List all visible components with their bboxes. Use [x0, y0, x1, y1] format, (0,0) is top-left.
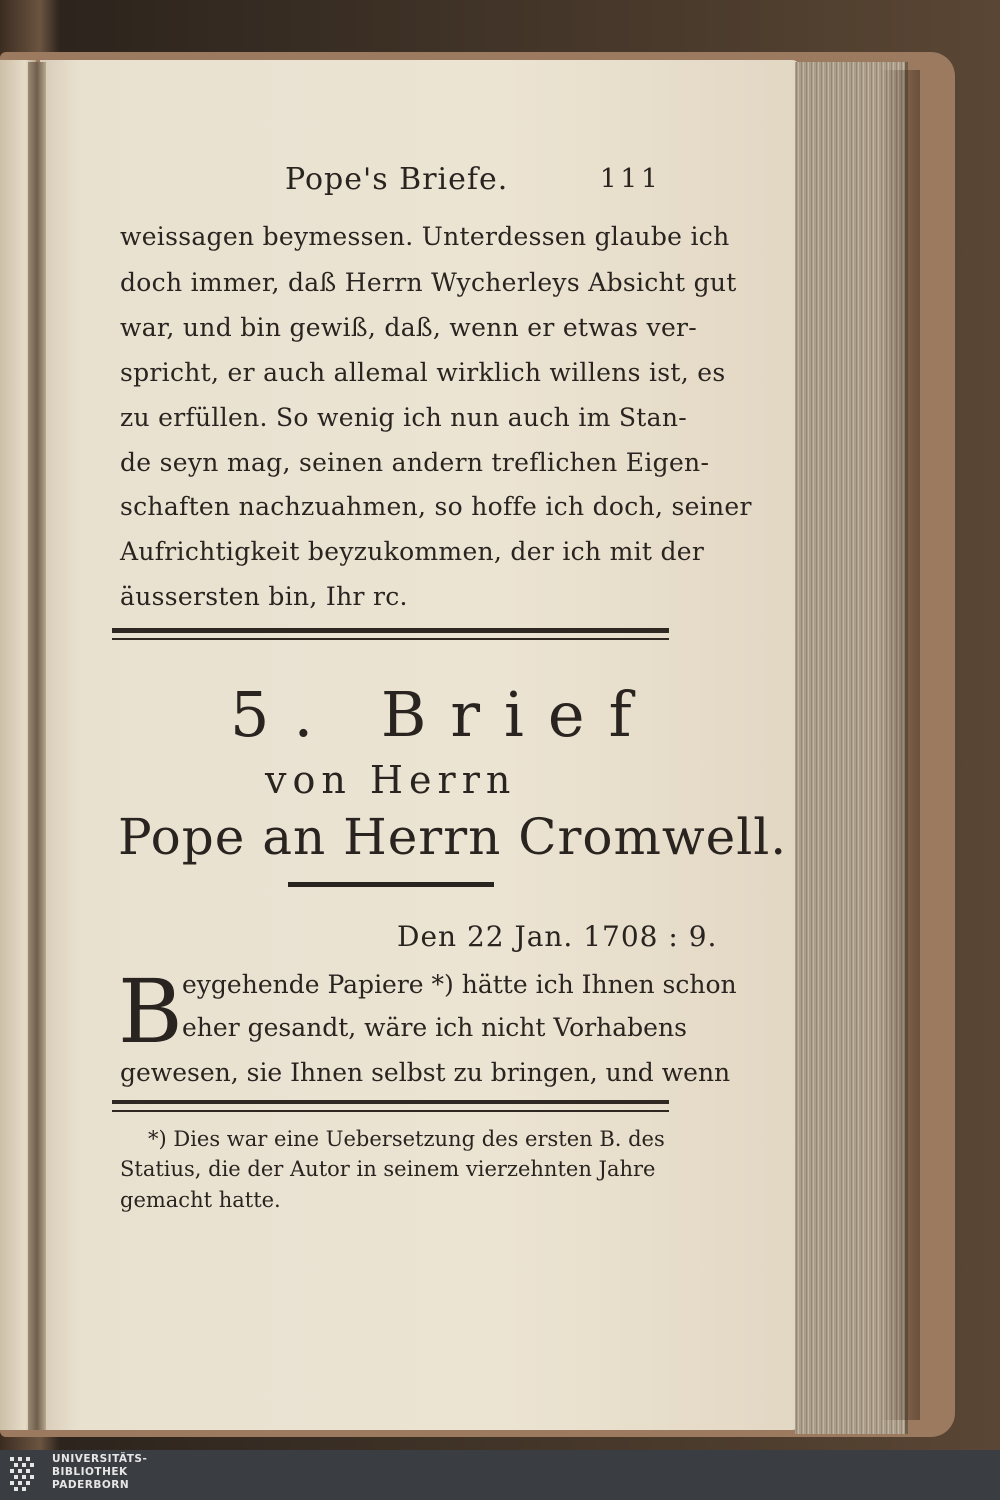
footnote-line: gemacht hatte. — [120, 1188, 281, 1212]
book-gutter — [28, 62, 46, 1430]
letter-date: Den 22 Jan. 1708 : 9. — [397, 920, 718, 953]
body-line: doch immer, daß Herrn Wycherleys Absicht gut — [120, 268, 737, 297]
title-rule — [288, 882, 494, 887]
footnote-line: Statius, die der Autor in seinem vierzehnten Jahre — [120, 1157, 656, 1181]
body-line: schaften nachzuahmen, so hoffe ich doch, seiner — [120, 492, 752, 521]
running-header: Pope's Briefe. — [285, 162, 509, 197]
footnote-rule-thick — [112, 1100, 669, 1104]
body-line: spricht, er auch allemal wirklich willens ist, es — [120, 358, 726, 387]
library-name-line2: BIBLIOTHEK — [52, 1466, 128, 1478]
paragraph-line: eher gesandt, wäre ich nicht Vorhabens — [182, 1013, 687, 1042]
body-line: Aufrichtigkeit beyzukommen, der ich mit der — [120, 537, 705, 566]
letter-subheading: von Herrn — [265, 758, 517, 802]
body-line: weissagen beymessen. Unterdessen glaube ich — [120, 222, 730, 251]
paragraph-line: eygehende Papiere *) hätte ich Ihnen schon — [182, 970, 737, 999]
body-line: war, und bin gewiß, daß, wenn er etwas ver- — [120, 313, 698, 342]
footnote-line: *) Dies war eine Uebersetzung des ersten B. des — [148, 1127, 665, 1151]
library-name-line3: PADERBORN — [52, 1479, 130, 1491]
paragraph-line: gewesen, sie Ihnen selbst zu bringen, und wenn — [120, 1058, 731, 1087]
library-name-line1: UNIVERSITÄTS- — [52, 1453, 148, 1465]
section-rule-thick — [112, 628, 669, 633]
edge-shadow — [880, 70, 920, 1420]
footnote-rule-thin — [112, 1110, 669, 1112]
library-logo-icon — [8, 1455, 44, 1495]
section-rule-thin — [112, 638, 669, 640]
letter-heading: 5. Brief — [230, 678, 656, 751]
page-number: 111 — [600, 164, 662, 194]
body-line: äussersten bin, Ihr rc. — [120, 582, 408, 611]
body-line: zu erfüllen. So wenig ich nun auch im Stan- — [120, 403, 687, 432]
body-line: de seyn mag, seinen andern treflichen Eigen- — [120, 448, 710, 477]
drop-cap: B — [118, 960, 183, 1063]
library-footer-bar — [0, 1450, 1000, 1500]
letter-title: Pope an Herrn Cromwell. — [118, 808, 788, 866]
